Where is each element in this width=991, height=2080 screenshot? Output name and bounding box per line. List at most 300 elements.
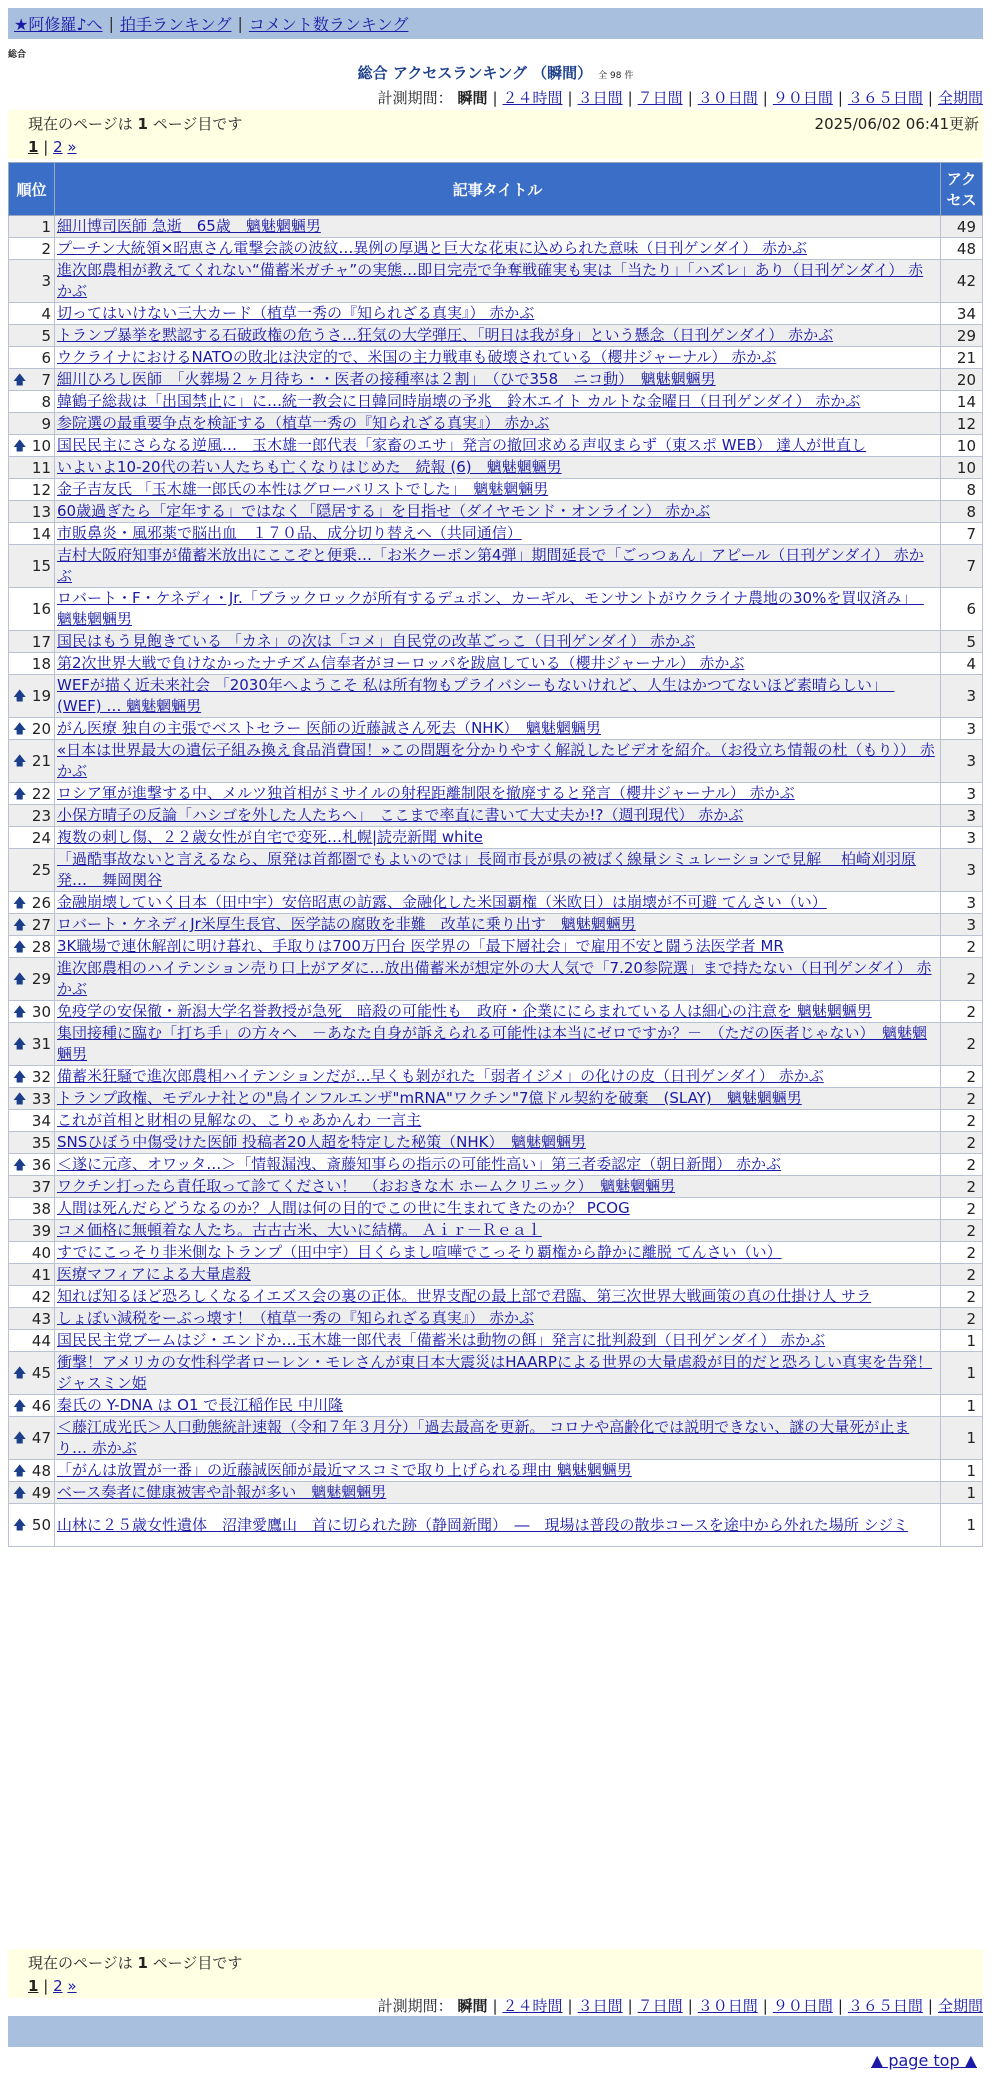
period-option-3[interactable]: ７日間 bbox=[637, 89, 683, 107]
rank-cell bbox=[9, 936, 55, 958]
article-title-link[interactable]: 「過酷事故ないと言えるなら、原発は首都圏でもよいのでは」長岡市長が県の被ばく線量シミュレーションで見解 柏崎刈羽原発… 舞岡関谷 bbox=[57, 850, 916, 889]
rank-cell bbox=[9, 1132, 55, 1154]
rank-cell bbox=[9, 718, 55, 740]
rank-number: 22 bbox=[31, 784, 51, 803]
pager-prefix: 現在のページは bbox=[28, 115, 133, 133]
next-page-link[interactable]: » bbox=[67, 138, 77, 156]
article-title-link[interactable]: 複数の刺し傷、２２歳女性が自宅で変死…札幌|読売新聞 white bbox=[57, 828, 483, 846]
table-row bbox=[9, 260, 983, 303]
period-separator: | bbox=[567, 89, 573, 107]
period-option-4[interactable]: ３０日間 bbox=[697, 1997, 758, 2015]
rank-number: 17 bbox=[31, 632, 51, 651]
article-title-link[interactable]: ＜藤江成光氏＞人口動態統計速報（令和７年３月分）「過去最高を更新。 コロナや高齢化では説明できない、謎の大量死が止まり… 赤かぶ bbox=[57, 1418, 910, 1457]
period-option-2[interactable]: ３日間 bbox=[577, 1997, 623, 2015]
table-row bbox=[9, 391, 983, 413]
article-title-link[interactable]: 人間は死んだらどうなるのか？人間は何の目的でこの世に生まれてきたのか？ PCOG bbox=[57, 1199, 630, 1217]
table-row bbox=[9, 325, 983, 347]
title-cell bbox=[55, 1001, 941, 1023]
access-count: 3 bbox=[941, 892, 983, 914]
access-count: 3 bbox=[941, 849, 983, 892]
access-count: 3 bbox=[941, 740, 983, 783]
rank-cell bbox=[9, 325, 55, 347]
table-row bbox=[9, 1308, 983, 1330]
table-row bbox=[9, 936, 983, 958]
article-title-link[interactable]: コメ価格に無頓着な人たち。古古古米、大いに結構。 Ａｉｒ－Ｒｅａｌ bbox=[57, 1221, 542, 1239]
access-count: 10 bbox=[941, 457, 983, 479]
rank-number: 1 bbox=[41, 217, 51, 236]
access-count: 2 bbox=[941, 1220, 983, 1242]
nav-home-link[interactable]: ★阿修羅♪へ bbox=[14, 15, 103, 34]
period-label: 計測期間： bbox=[377, 1997, 453, 2015]
article-title-link[interactable]: 金融崩壊していく日本（田中宇）安倍昭恵の訪露、金融化した米国覇権（米欧日）は崩壊が不可避 てんさい（い） bbox=[57, 893, 827, 911]
title-cell bbox=[55, 1176, 941, 1198]
title-cell bbox=[55, 1198, 941, 1220]
article-title-link[interactable]: 衝撃！アメリカの女性科学者ローレン・モレさんが東日本大震災はHAARPによる世界の大量虐殺が目的だと恐ろしい真実を告発！ ジャスミン姫 bbox=[57, 1353, 932, 1392]
rank-up-arrow-icon: 🡅 bbox=[13, 1069, 27, 1085]
article-title-link[interactable]: ベース奏者に健康被害や訃報が多い 魑魅魍魎男 bbox=[57, 1483, 387, 1501]
article-title-link[interactable]: 国民民主党ブームはジ・エンドか…玉木雄一郎代表「備蓄米は動物の餌」発言に批判殺到（日刊ゲンダイ） 赤かぶ bbox=[57, 1331, 826, 1349]
period-option-5[interactable]: ９０日間 bbox=[772, 89, 833, 107]
rank-number: 13 bbox=[31, 502, 51, 521]
total-count: 全 98 件 bbox=[598, 71, 634, 81]
period-separator: | bbox=[492, 89, 498, 107]
rank-number: 4 bbox=[41, 304, 51, 323]
nav-clap-ranking-link[interactable]: 拍手ランキング bbox=[119, 15, 232, 34]
rank-number: 2 bbox=[41, 239, 51, 258]
table-row bbox=[9, 369, 983, 391]
table-row bbox=[9, 479, 983, 501]
title-cell bbox=[55, 435, 941, 457]
access-count: 3 bbox=[941, 675, 983, 718]
rank-cell bbox=[9, 1286, 55, 1308]
access-count: 7 bbox=[941, 523, 983, 545]
article-title-link[interactable]: SNSひぼう中傷受けた医師 投稿者20人超を特定した秘策（NHK） 魑魅魍魎男 bbox=[57, 1133, 586, 1151]
rank-number: 50 bbox=[31, 1516, 51, 1534]
rank-number: 20 bbox=[31, 719, 51, 738]
article-title-link[interactable]: しょぼい減税をーぶっ壊す！（植草一秀の『知られざる真実』） 赤かぶ bbox=[57, 1309, 534, 1327]
period-separator: | bbox=[837, 1997, 843, 2015]
access-count: 2 bbox=[941, 1198, 983, 1220]
access-count: 21 bbox=[941, 347, 983, 369]
title-cell bbox=[55, 479, 941, 501]
rank-cell bbox=[9, 588, 55, 631]
rank-cell bbox=[9, 1352, 55, 1395]
article-title-link[interactable]: 山林に２５歳女性遺体 沼津愛鷹山 首に切られた跡（静岡新聞） ― 現場は普段の散歩コースを途中から外れた場所 シジミ bbox=[57, 1515, 909, 1534]
rank-number: 27 bbox=[31, 915, 51, 934]
title-cell bbox=[55, 303, 941, 325]
title-cell bbox=[55, 457, 941, 479]
table-row bbox=[9, 588, 983, 631]
article-title-link[interactable]: ＜遂に元彦、オワッタ…＞「情報漏洩、斎藤知事らの指示の可能性高い」第三者委認定（朝日新聞） 赤かぶ bbox=[57, 1155, 782, 1173]
rank-number: 25 bbox=[31, 861, 51, 879]
access-count: 1 bbox=[941, 1460, 983, 1482]
rank-number: 24 bbox=[31, 828, 51, 847]
rank-number: 19 bbox=[31, 687, 51, 705]
rank-cell bbox=[9, 1220, 55, 1242]
article-title-link[interactable]: 知れば知るほど恐ろしくなるイエズス会の裏の正体。世界支配の最上部で君臨、第三次世界大戦画策の真の仕掛け人 サラ bbox=[57, 1287, 872, 1305]
access-count: 1 bbox=[941, 1330, 983, 1352]
access-count: 8 bbox=[941, 501, 983, 523]
access-count: 2 bbox=[941, 1110, 983, 1132]
table-row bbox=[9, 1110, 983, 1132]
rank-cell bbox=[9, 740, 55, 783]
rank-number: 16 bbox=[31, 600, 51, 618]
table-row bbox=[9, 1330, 983, 1352]
article-title-link[interactable]: すでにこっそり非米側なトランプ（田中宇）目くらまし喧嘩でこっそり覇権から静かに離脱 てんさい（い） bbox=[57, 1243, 782, 1261]
period-separator: | bbox=[687, 1997, 693, 2015]
access-count: 1 bbox=[941, 1352, 983, 1395]
rank-number: 31 bbox=[31, 1035, 51, 1053]
page-1-current: 1 bbox=[28, 1977, 39, 1995]
period-option-7[interactable]: 全期間 bbox=[937, 89, 983, 107]
rank-number: 23 bbox=[31, 806, 51, 825]
article-title-link[interactable]: ロバート・F・ケネディ・Jr.「ブラックロックが所有するデュポン、カーギル、モンサントがウクライナ農地の30%を買収済み」 魑魅魍魎男 bbox=[57, 589, 924, 628]
access-count: 1 bbox=[941, 1482, 983, 1504]
rank-up-arrow-icon: 🡅 bbox=[13, 939, 27, 955]
rank-cell bbox=[9, 523, 55, 545]
article-title-link[interactable]: 小保方晴子の反論「ハシゴを外した人たちへ」 ここまで率直に書いて大丈夫か!?（週刊現代） 赤かぶ bbox=[57, 806, 744, 824]
table-row bbox=[9, 740, 983, 783]
rank-number: 12 bbox=[31, 480, 51, 499]
table-row bbox=[9, 457, 983, 479]
access-count: 1 bbox=[941, 1395, 983, 1417]
table-row bbox=[9, 914, 983, 936]
title-cell bbox=[55, 1352, 941, 1395]
rank-up-arrow-icon: 🡅 bbox=[13, 1091, 27, 1107]
rank-number: 48 bbox=[31, 1461, 51, 1480]
access-count: 3 bbox=[941, 718, 983, 740]
rank-up-arrow-icon: 🡅 bbox=[13, 1398, 27, 1414]
access-count: 2 bbox=[941, 1308, 983, 1330]
title-cell bbox=[55, 1308, 941, 1330]
rank-number: 14 bbox=[31, 524, 51, 543]
title-cell bbox=[55, 501, 941, 523]
article-title-link[interactable]: 進次郎農相のハイテンション売り口上がアダに…放出備蓄米が想定外の大人気で「7.20参院選」まで持たない（日刊ゲンダイ） 赤かぶ bbox=[57, 959, 932, 998]
page-top-link[interactable]: ▲ page top ▲ bbox=[870, 2051, 977, 2070]
title-cell bbox=[55, 653, 941, 675]
article-title-link[interactable]: ロシア軍が進撃する中、メルツ独首相がミサイルの射程距離制限を撤廃すると発言（櫻井ジャーナル） 赤かぶ bbox=[57, 784, 795, 802]
article-title-link[interactable]: 備蓄米狂騒で進次郎農相ハイテンションだが…早くも剝がれた「弱者イジメ」の化けの皮（日刊ゲンダイ） 赤かぶ bbox=[57, 1067, 824, 1085]
rank-number: 41 bbox=[31, 1265, 51, 1284]
rank-number: 33 bbox=[31, 1089, 51, 1108]
rank-number: 49 bbox=[31, 1483, 51, 1502]
rank-up-arrow-icon: 🡅 bbox=[13, 895, 27, 911]
rank-number: 32 bbox=[31, 1067, 51, 1086]
rank-number: 18 bbox=[31, 654, 51, 673]
article-title-link[interactable]: WEFが描く近未来社会 「2030年へようこそ 私は所有物もプライバシーもないけれど、人生はかつてないほど素晴らしい」 (WEF) … 魑魅魍魎男 bbox=[57, 676, 895, 715]
article-title-link[interactable]: 「がんは放置が一番」の近藤誠医師が最近マスコミで取り上げられる理由 魑魅魍魎男 bbox=[57, 1461, 632, 1479]
article-title-link[interactable]: ワクチン打ったら責任取って診てください！ （おおきな木 ホームクリニック） 魑魅魍魎男 bbox=[57, 1177, 676, 1195]
rank-number: 46 bbox=[31, 1396, 51, 1415]
access-count: 48 bbox=[941, 238, 983, 260]
access-count: 29 bbox=[941, 325, 983, 347]
period-option-1[interactable]: ２４時間 bbox=[502, 1997, 563, 2015]
access-count: 3 bbox=[941, 805, 983, 827]
access-count: 3 bbox=[941, 827, 983, 849]
article-title-link[interactable]: 集団接種に臨む「打ち手」の方々へ －あなた自身が訴えられる可能性は本当にゼロですか？－ （ただの医者じゃない） 魑魅魍魎男 bbox=[57, 1024, 928, 1063]
rank-cell bbox=[9, 1242, 55, 1264]
article-title-link[interactable]: 進次郎農相が教えてくれない“備蓄米ガチャ”の実態…即日完売で争奪戦確実も実は「当たり」「ハズレ」あり（日刊ゲンダイ） 赤かぶ bbox=[57, 261, 924, 300]
table-row bbox=[9, 435, 983, 457]
title-cell bbox=[55, 675, 941, 718]
rank-cell bbox=[9, 1066, 55, 1088]
rank-up-arrow-icon: 🡅 bbox=[13, 1431, 27, 1446]
rank-cell bbox=[9, 805, 55, 827]
period-option-3[interactable]: ７日間 bbox=[637, 1997, 683, 2015]
title-cell bbox=[55, 1330, 941, 1352]
article-title-link[interactable]: 免疫学の安保徹・新潟大学名誉教授が急死 暗殺の可能性も 政府・企業ににらまれている人は細心の注意を 魑魅魍魎男 bbox=[57, 1002, 872, 1020]
article-title-link[interactable]: 市販鼻炎・風邪薬で脳出血 １７０品、成分切り替えへ（共同通信） bbox=[57, 524, 522, 542]
table-row bbox=[9, 1264, 983, 1286]
table-row bbox=[9, 783, 983, 805]
article-title-link[interactable]: «日本は世界最大の遺伝子組み換え食品消費国！»この問題を分かりやすく解説したビデオを紹介。（お役立ち情報の杜（もり）） 赤かぶ bbox=[57, 741, 935, 780]
pager-bottom bbox=[8, 1949, 983, 1998]
access-count: 3 bbox=[941, 914, 983, 936]
pager-top bbox=[8, 110, 983, 159]
period-option-0: 瞬間 bbox=[457, 1997, 488, 2015]
article-title-link[interactable]: 細川ひろし医師 「火葬場２ヶ月待ち・・医者の接種率は２割」 （ひで358 ニコ動） 魑魅魍魎男 bbox=[57, 370, 716, 388]
title-cell bbox=[55, 347, 941, 369]
rank-number: 39 bbox=[31, 1221, 51, 1240]
period-separator: | bbox=[687, 89, 693, 107]
period-option-7[interactable]: 全期間 bbox=[937, 1997, 983, 2015]
title-cell bbox=[55, 325, 941, 347]
article-title-link[interactable]: 参院選の最重要争点を検証する（植草一秀の『知られざる真実』） 赤かぶ bbox=[57, 414, 550, 432]
rank-number: 5 bbox=[41, 326, 51, 345]
article-title-link[interactable]: 金子吉友氏 「玉木雄一郎氏の本性はグローバリストでした」 魑魅魍魎男 bbox=[57, 480, 549, 498]
rank-up-arrow-icon: 🡅 bbox=[13, 689, 27, 704]
rank-number: 30 bbox=[31, 1002, 51, 1021]
title-cell bbox=[55, 1088, 941, 1110]
pager-separator: | bbox=[43, 1977, 49, 1995]
table-row bbox=[9, 675, 983, 718]
article-title-link[interactable]: プーチン大統領×昭恵さん電撃会談の波紋…異例の厚遇と巨大な花束に込められた意味（日刊ゲンダイ） 赤かぶ bbox=[57, 239, 807, 257]
rank-up-arrow-icon: 🡅 bbox=[13, 917, 27, 933]
article-title-link[interactable]: 細川博司医師 急逝 65歳 魑魅魍魎男 bbox=[57, 217, 321, 235]
rank-cell bbox=[9, 1504, 55, 1547]
table-row bbox=[9, 1001, 983, 1023]
page-1-current: 1 bbox=[28, 138, 39, 156]
article-title-link[interactable]: 60歳過ぎたら「定年する」ではなく「隠居する」を目指せ（ダイヤモンド・オンライン） 赤かぶ bbox=[57, 502, 711, 520]
access-count: 2 bbox=[941, 936, 983, 958]
period-option-6[interactable]: ３６５日間 bbox=[847, 89, 923, 107]
article-title-link[interactable]: 国民はもう見飽きている 「カネ」の次は「コメ」自民党の改革ごっこ（日刊ゲンダイ） 赤かぶ bbox=[57, 632, 696, 650]
access-count: 2 bbox=[941, 958, 983, 1001]
access-count: 14 bbox=[941, 391, 983, 413]
access-count: 1 bbox=[941, 1504, 983, 1547]
title-cell bbox=[55, 1482, 941, 1504]
table-row bbox=[9, 238, 983, 260]
rank-number: 37 bbox=[31, 1177, 51, 1196]
period-separator: | bbox=[627, 89, 633, 107]
ranking-table bbox=[8, 162, 983, 1547]
title-cell bbox=[55, 740, 941, 783]
table-row bbox=[9, 1242, 983, 1264]
next-page-link[interactable]: » bbox=[67, 1977, 77, 1995]
column-header-access: アクセス bbox=[941, 163, 983, 216]
rank-cell bbox=[9, 675, 55, 718]
rank-number: 10 bbox=[31, 436, 51, 455]
rank-number: 21 bbox=[31, 752, 51, 770]
rank-cell bbox=[9, 479, 55, 501]
rank-number: 38 bbox=[31, 1199, 51, 1218]
table-row bbox=[9, 958, 983, 1001]
rank-up-arrow-icon: 🡅 bbox=[13, 972, 27, 987]
page-2-link[interactable]: 2 bbox=[53, 138, 63, 156]
table-row bbox=[9, 827, 983, 849]
table-row bbox=[9, 1460, 983, 1482]
article-title-link[interactable]: 切ってはいけない三大カード（植草一秀の『知られざる真実』） 赤かぶ bbox=[57, 304, 535, 322]
access-count: 4 bbox=[941, 653, 983, 675]
rank-cell bbox=[9, 1308, 55, 1330]
rank-cell bbox=[9, 958, 55, 1001]
period-separator: | bbox=[567, 1997, 573, 2015]
article-title-link[interactable]: ロバート・ケネディJr米厚生長官、医学誌の腐敗を非難 改革に乗り出す 魑魅魍魎男 bbox=[57, 915, 636, 933]
title-cell bbox=[55, 936, 941, 958]
period-label: 計測期間： bbox=[377, 89, 453, 107]
table-row bbox=[9, 849, 983, 892]
rank-cell bbox=[9, 347, 55, 369]
article-title-link[interactable]: 国民民主にさらなる逆風… 玉木雄一郎代表「家畜のエサ」発言の撤回求める声収まらず（東スポ WEB） 達人が世直し bbox=[57, 436, 867, 454]
period-option-2[interactable]: ３日間 bbox=[577, 89, 623, 107]
access-count: 2 bbox=[941, 1176, 983, 1198]
table-row bbox=[9, 653, 983, 675]
access-count: 2 bbox=[941, 1001, 983, 1023]
access-count: 2 bbox=[941, 1023, 983, 1066]
rank-cell bbox=[9, 849, 55, 892]
rank-number: 34 bbox=[31, 1111, 51, 1130]
rank-up-arrow-icon: 🡅 bbox=[13, 1366, 27, 1381]
access-count: 49 bbox=[941, 216, 983, 238]
rank-up-arrow-icon: 🡅 bbox=[13, 1485, 27, 1501]
table-row bbox=[9, 1395, 983, 1417]
pager-current-page: 1 bbox=[137, 1954, 148, 1972]
access-count: 42 bbox=[941, 260, 983, 303]
pager-suffix: ページ目です bbox=[152, 1954, 243, 1972]
page-2-link[interactable]: 2 bbox=[53, 1977, 63, 1995]
rank-cell bbox=[9, 631, 55, 653]
access-count: 8 bbox=[941, 479, 983, 501]
article-title-link[interactable]: 吉村大阪府知事が備蓄米放出にここぞと便乗…「お米クーポン第4弾」期間延長で「ごっつぁん」アピール（日刊ゲンダイ） 赤かぶ bbox=[57, 546, 924, 585]
rank-cell bbox=[9, 457, 55, 479]
period-option-5[interactable]: ９０日間 bbox=[772, 1997, 833, 2015]
article-title-link[interactable]: 韓鶴子総裁は「出国禁止に」に…統一教会に日韓同時崩壊の予兆 鈴木エイト カルトな金曜日（日刊ゲンダイ） 赤かぶ bbox=[57, 392, 861, 410]
article-title-link[interactable]: ウクライナにおけるNATOの敗北は決定的で、米国の主力戦車も破壊されている（櫻井ジャーナル） 赤かぶ bbox=[57, 348, 777, 366]
table-row bbox=[9, 1066, 983, 1088]
access-count: 6 bbox=[941, 588, 983, 631]
period-option-6[interactable]: ３６５日間 bbox=[847, 1997, 923, 2015]
access-count: 3 bbox=[941, 783, 983, 805]
title-cell bbox=[55, 892, 941, 914]
column-header-rank: 順位 bbox=[9, 163, 55, 216]
title-cell bbox=[55, 1286, 941, 1308]
title-cell bbox=[55, 958, 941, 1001]
title-cell bbox=[55, 1264, 941, 1286]
rank-number: 36 bbox=[31, 1155, 51, 1174]
title-cell bbox=[55, 1023, 941, 1066]
title-cell bbox=[55, 783, 941, 805]
table-row bbox=[9, 1088, 983, 1110]
page-title: 総合 アクセスランキング （瞬間） bbox=[357, 64, 593, 82]
article-title-link[interactable]: 第2次世界大戦で負けなかったナチズム信奉者がヨーロッパを跋扈している（櫻井ジャーナル） 赤かぶ bbox=[57, 654, 745, 672]
rank-number: 45 bbox=[31, 1364, 51, 1382]
period-option-0: 瞬間 bbox=[457, 89, 488, 107]
table-row bbox=[9, 523, 983, 545]
rank-up-arrow-icon: 🡅 bbox=[13, 1157, 27, 1173]
access-count: 2 bbox=[941, 1066, 983, 1088]
article-title-link[interactable]: がん医療 独自の主張でベストセラー 医師の近藤誠さん死去（NHK） 魑魅魍魎男 bbox=[57, 719, 601, 737]
period-option-4[interactable]: ３０日間 bbox=[697, 89, 758, 107]
period-separator: | bbox=[492, 1997, 498, 2015]
rank-cell bbox=[9, 1264, 55, 1286]
rank-up-arrow-icon: 🡅 bbox=[13, 1004, 27, 1020]
rank-cell bbox=[9, 413, 55, 435]
rank-cell bbox=[9, 1395, 55, 1417]
title-cell bbox=[55, 1220, 941, 1242]
article-title-link[interactable]: 医療マフィアによる大量虐殺 bbox=[57, 1265, 251, 1283]
rank-cell bbox=[9, 1417, 55, 1460]
access-count: 2 bbox=[941, 1088, 983, 1110]
access-count: 5 bbox=[941, 631, 983, 653]
rank-number: 26 bbox=[31, 893, 51, 912]
title-cell bbox=[55, 827, 941, 849]
article-title-link[interactable]: いよいよ10-20代の若い人たちも亡くなりはじめた 続報 (6) 魑魅魍魎男 bbox=[57, 458, 562, 476]
period-option-1[interactable]: ２４時間 bbox=[502, 89, 563, 107]
rank-cell bbox=[9, 827, 55, 849]
period-separator: | bbox=[627, 1997, 633, 2015]
access-count: 20 bbox=[941, 369, 983, 391]
updated-timestamp: 2025/06/02 06:41更新 bbox=[814, 115, 979, 133]
article-title-link[interactable]: トランプ暴挙を黙認する石破政権の危うさ…狂気の大学弾圧、「明日は我が身」という懸念（日刊ゲンダイ） 赤かぶ bbox=[57, 326, 834, 344]
title-cell bbox=[55, 914, 941, 936]
rank-number: 6 bbox=[41, 348, 51, 367]
article-title-link[interactable]: トランプ政権、モデルナ社との"鳥インフルエンザ"mRNA"ワクチン"7億ドル契約を破棄 (SLAY) 魑魅魍魎男 bbox=[57, 1089, 802, 1107]
rank-number: 8 bbox=[41, 392, 51, 411]
title-cell bbox=[55, 260, 941, 303]
article-title-link[interactable]: 秦氏の Y-DNA は O1 で長江稲作民 中川隆 bbox=[57, 1396, 344, 1414]
nav-comment-ranking-link[interactable]: コメント数ランキング bbox=[248, 15, 409, 34]
article-title-link[interactable]: これが首相と財相の見解なの、こりゃあかんわ 一言主 bbox=[57, 1111, 422, 1129]
rank-cell bbox=[9, 303, 55, 325]
table-row bbox=[9, 1154, 983, 1176]
table-row bbox=[9, 1198, 983, 1220]
access-count: 2 bbox=[941, 1132, 983, 1154]
rank-number: 29 bbox=[31, 970, 51, 988]
access-count: 2 bbox=[941, 1264, 983, 1286]
table-row bbox=[9, 1023, 983, 1066]
table-row bbox=[9, 413, 983, 435]
title-cell bbox=[55, 1417, 941, 1460]
rank-cell bbox=[9, 1176, 55, 1198]
access-count: 2 bbox=[941, 1154, 983, 1176]
pager-prefix: 現在のページは bbox=[28, 1954, 133, 1972]
title-cell bbox=[55, 849, 941, 892]
rank-cell bbox=[9, 892, 55, 914]
table-row bbox=[9, 892, 983, 914]
rank-up-arrow-icon: 🡅 bbox=[13, 786, 27, 802]
article-title-link[interactable]: 3K職場で連休解剖に明け暮れ、手取りは700万円台 医学界の「最下層社会」で雇用不安と闘う法医学者 MR bbox=[57, 937, 784, 955]
table-row bbox=[9, 1352, 983, 1395]
access-count: 2 bbox=[941, 1286, 983, 1308]
title-cell bbox=[55, 631, 941, 653]
title-cell bbox=[55, 391, 941, 413]
pager-current-page: 1 bbox=[137, 115, 148, 133]
title-cell bbox=[55, 1066, 941, 1088]
period-selector-bottom bbox=[378, 1995, 983, 2016]
title-cell bbox=[55, 216, 941, 238]
table-row bbox=[9, 1286, 983, 1308]
access-count: 1 bbox=[941, 1417, 983, 1460]
